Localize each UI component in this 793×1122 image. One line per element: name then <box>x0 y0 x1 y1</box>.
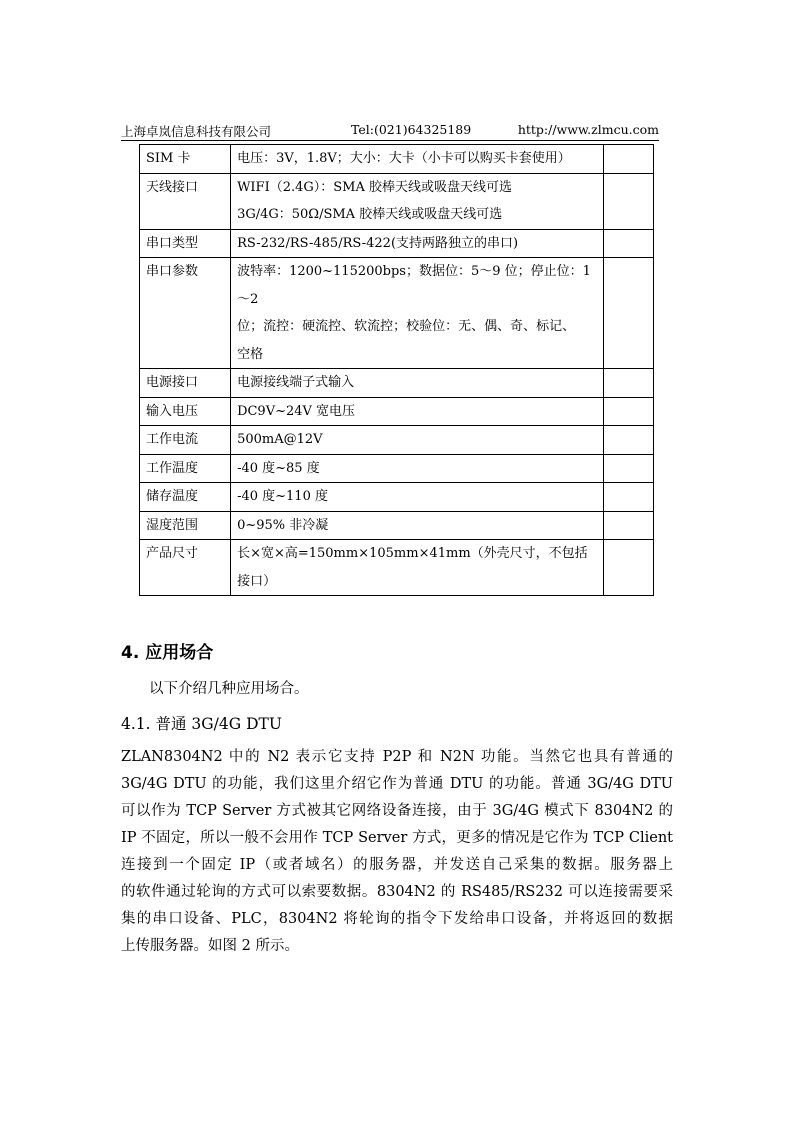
spec-label: SIM 卡 <box>140 145 231 174</box>
spec-value-line: DC9V~24V 宽电压 <box>237 403 356 419</box>
spec-empty-cell <box>604 540 654 596</box>
paragraph-line: IP 不固定，所以一般不会用作 TCP Server 方式，更多的情况是它作为 TCP Client <box>121 830 673 846</box>
spec-empty-cell <box>604 454 654 483</box>
spec-label: 湿度范围 <box>140 511 231 540</box>
spec-value <box>231 369 604 398</box>
spec-empty-cell <box>604 145 654 174</box>
spec-row <box>140 483 654 512</box>
spec-value-line: WIFI（2.4G）：SMA 胶棒天线或吸盘天线可选 <box>237 179 513 195</box>
spec-value-line: 波特率：1200~115200bps；数据位：5～9 位；停止位：1～2 <box>237 264 591 307</box>
spec-row <box>140 511 654 540</box>
spec-value-line: 长×宽×高=150mm×105mm×41mm（外壳尺寸，不包括 <box>237 546 588 561</box>
spec-label: 储存温度 <box>140 483 231 512</box>
spec-value-line: -40 度~110 度 <box>237 489 328 504</box>
spec-value-line: RS-232/RS-485/RS-422(支持两路独立的串口) <box>237 235 519 251</box>
spec-value-line: -40 度~85 度 <box>237 460 320 476</box>
spec-value-line: 电源接线端子式输入 <box>237 375 355 390</box>
spec-value-line: 电压：3V，1.8V；大小：大卡（小卡可以购买卡套使用） <box>237 151 571 166</box>
spec-empty-cell <box>604 258 654 369</box>
spec-label: 串口类型 <box>140 229 231 258</box>
paragraph-line: 可以作为 TCP Server 方式被其它网络设备连接，由于 3G/4G 模式下 8304N2 的 <box>121 803 673 819</box>
paragraph-line: 上传服务器。如图 2 所示。 <box>121 938 299 954</box>
spec-row <box>140 540 654 596</box>
paragraph-line: ZLAN8304N2 中的 N2 表示它支持 P2P 和 N2N 功能。当然它也具有普通的 <box>121 749 673 765</box>
spec-row <box>140 145 654 174</box>
spec-row <box>140 173 654 229</box>
paragraph-line: 3G/4G DTU 的功能，我们这里介绍它作为普通 DTU 的功能。普通 3G/4G DTU <box>121 776 673 792</box>
subsection-paragraph <box>121 744 673 960</box>
paragraph-line: 集的串口设备、PLC，8304N2 将轮询的指令下发给串口设备，并将返回的数据 <box>121 911 673 927</box>
spec-label: 天线接口 <box>140 173 231 229</box>
header-tel: Tel:(021)64325189 <box>351 122 472 137</box>
spec-value-line: 500mA@12V <box>237 432 323 447</box>
spec-value <box>231 540 604 596</box>
spec-row <box>140 258 654 369</box>
spec-value-line: 位；流控：硬流控、软流控；校验位：无、偶、奇、标记、 <box>237 319 576 334</box>
paragraph-line: 的软件通过轮询的方式可以索要数据。8304N2 的 RS485/RS232 可以连接需要采 <box>121 884 673 900</box>
spec-empty-cell <box>604 483 654 512</box>
spec-value <box>231 258 604 369</box>
header-company: 上海卓岚信息科技有限公司 <box>121 124 272 139</box>
spec-value <box>231 173 604 229</box>
spec-table <box>139 144 654 596</box>
spec-value <box>231 483 604 512</box>
spec-row <box>140 229 654 258</box>
spec-label: 工作电流 <box>140 426 231 455</box>
spec-label: 产品尺寸 <box>140 540 231 596</box>
spec-empty-cell <box>604 229 654 258</box>
spec-row <box>140 397 654 426</box>
spec-value <box>231 397 604 426</box>
spec-empty-cell <box>604 173 654 229</box>
spec-value-line: 3G/4G：50Ω/SMA 胶棒天线或吸盘天线可选 <box>237 207 503 222</box>
spec-value <box>231 426 604 455</box>
spec-empty-cell <box>604 397 654 426</box>
section-title: 4. 应用场合 <box>121 643 214 663</box>
spec-value <box>231 511 604 540</box>
spec-label: 输入电压 <box>140 397 231 426</box>
header-url[interactable]: http://www.zlmcu.com <box>517 122 659 137</box>
spec-table-body <box>140 145 654 596</box>
section-intro: 以下介绍几种应用场合。 <box>149 681 309 697</box>
spec-value-line: 0~95% 非冷凝 <box>237 517 329 533</box>
spec-value-line: 接口） <box>237 573 277 589</box>
page-header <box>121 120 659 141</box>
subsection-title: 4.1. 普通 3G/4G DTU <box>121 715 282 733</box>
spec-empty-cell <box>604 426 654 455</box>
spec-row <box>140 369 654 398</box>
paragraph-line: 连接到一个固定 IP（或者域名）的服务器，并发送自己采集的数据。服务器上 <box>121 857 673 873</box>
spec-row <box>140 426 654 455</box>
spec-value <box>231 145 604 174</box>
spec-row <box>140 454 654 483</box>
spec-empty-cell <box>604 511 654 540</box>
spec-label: 串口参数 <box>140 258 231 369</box>
spec-empty-cell <box>604 369 654 398</box>
spec-label: 电源接口 <box>140 369 231 398</box>
spec-label: 工作温度 <box>140 454 231 483</box>
spec-value <box>231 454 604 483</box>
spec-value <box>231 229 604 258</box>
spec-value-line: 空格 <box>237 346 264 362</box>
